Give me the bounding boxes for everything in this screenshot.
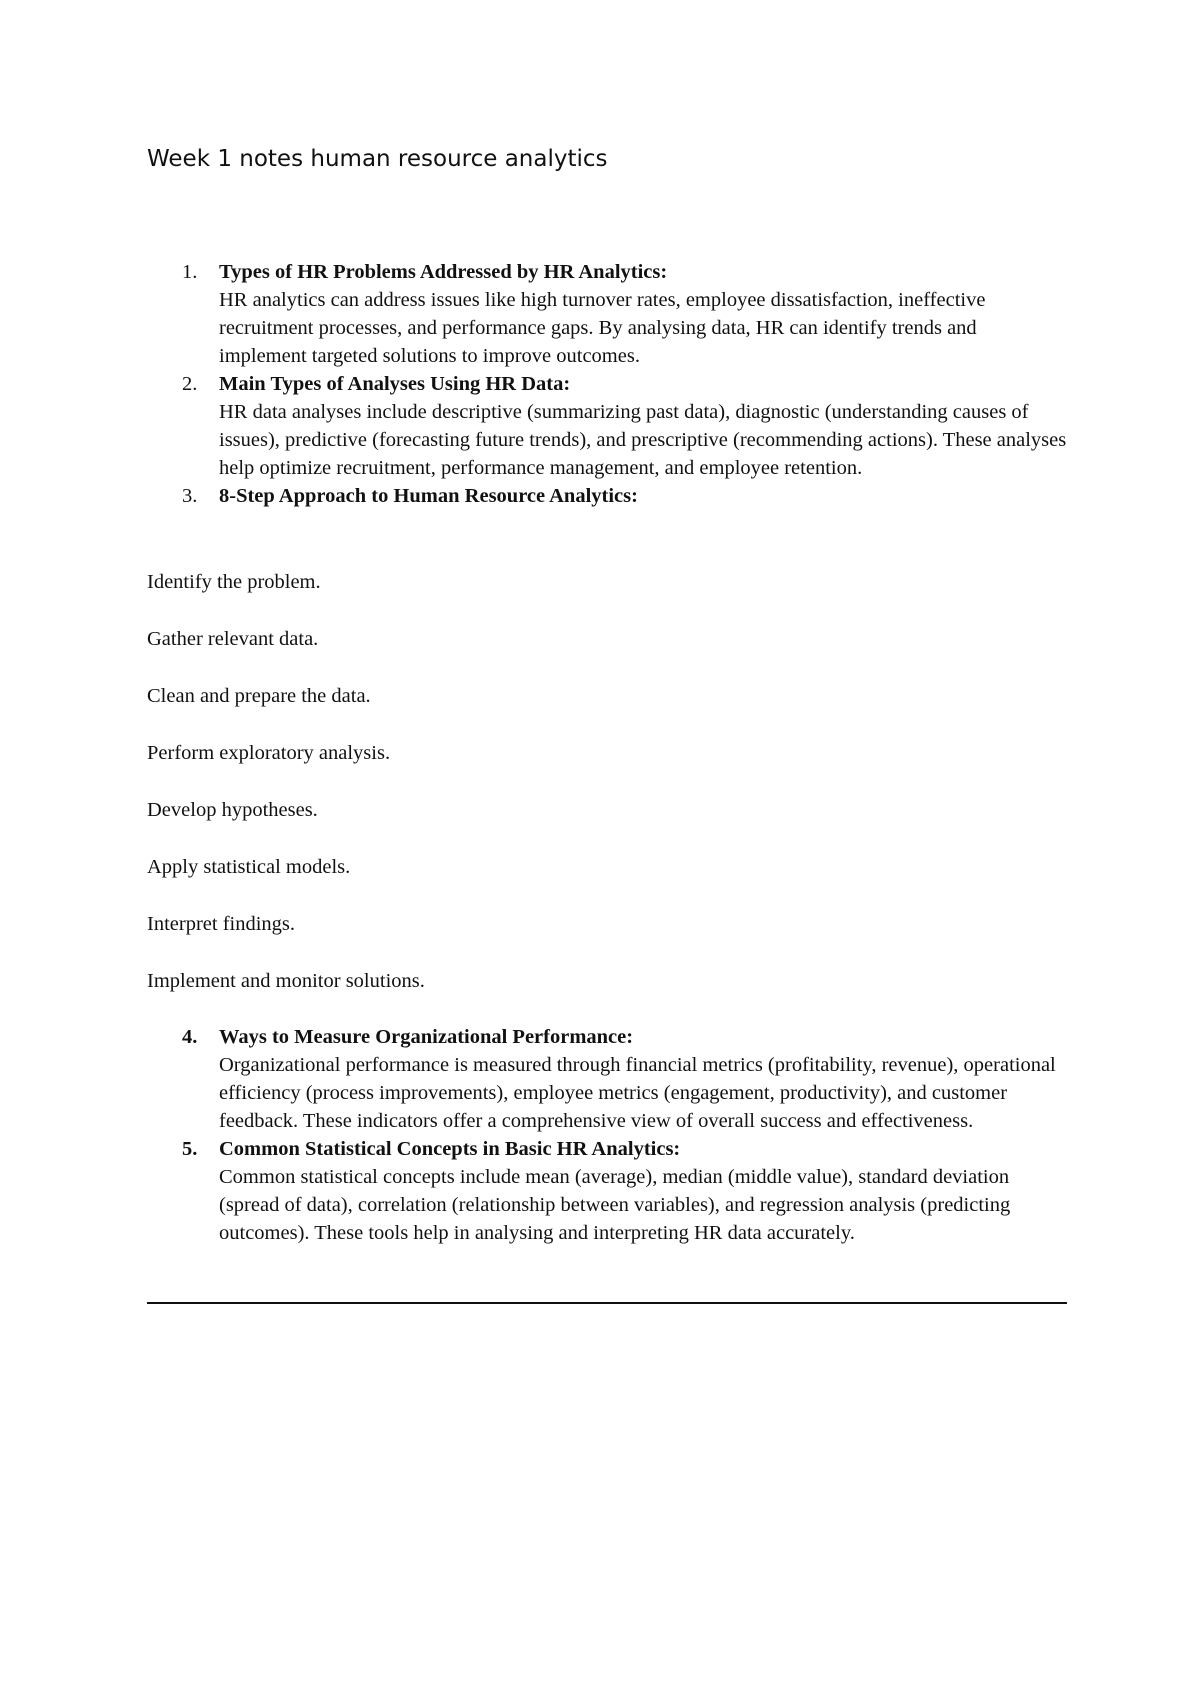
list-item-heading: Types of HR Problems Addressed by HR Analytics: bbox=[219, 261, 668, 283]
list-item-5 bbox=[147, 1135, 1067, 1247]
numbered-list-part-1 bbox=[147, 258, 1067, 510]
list-item-3 bbox=[147, 482, 1067, 510]
step-paragraph: Gather relevant data. bbox=[147, 628, 319, 650]
step-paragraph: Implement and monitor solutions. bbox=[147, 970, 425, 992]
list-item-heading: 8-Step Approach to Human Resource Analytics: bbox=[219, 485, 638, 507]
step-paragraph: Interpret findings. bbox=[147, 913, 296, 935]
list-item-heading: Ways to Measure Organizational Performance: bbox=[219, 1026, 634, 1048]
list-item-heading: Common Statistical Concepts in Basic HR Analytics: bbox=[219, 1138, 681, 1160]
list-item-body: Common statistical concepts include mean (average), median (middle value), standard deviation (spread of data), correlation (relationship between variables), and regression analysis (predicting outcomes). These tools help in analysing and interpreting HR data accurately. bbox=[219, 1166, 1011, 1244]
list-item-number: 5. bbox=[182, 1138, 198, 1160]
step-paragraph: Perform exploratory analysis. bbox=[147, 742, 391, 764]
list-item-body: Organizational performance is measured through financial metrics (profitability, revenue), operational efficiency (process improvements), employee metrics (engagement, productivity), and customer feedback. These indicators offer a comprehensive view of overall success and effectiveness. bbox=[219, 1054, 1056, 1132]
list-item-number: 2. bbox=[182, 373, 198, 395]
list-item-heading: Main Types of Analyses Using HR Data: bbox=[219, 373, 571, 395]
list-item-number: 1. bbox=[182, 261, 198, 283]
list-item-4 bbox=[147, 1023, 1067, 1135]
list-item-number: 3. bbox=[182, 485, 198, 507]
bottom-rule bbox=[147, 1302, 1067, 1304]
list-item-1 bbox=[147, 258, 1067, 370]
numbered-list-part-2 bbox=[147, 1023, 1067, 1247]
list-item-number: 4. bbox=[182, 1026, 198, 1048]
step-paragraph: Identify the problem. bbox=[147, 571, 321, 593]
step-paragraph: Clean and prepare the data. bbox=[147, 685, 371, 707]
step-paragraph: Develop hypotheses. bbox=[147, 799, 318, 821]
list-item-body: HR analytics can address issues like high turnover rates, employee dissatisfaction, ineffective recruitment processes, and performance gaps. By analysing data, HR can identify trends and implement targeted solutions to improve outcomes. bbox=[219, 289, 986, 367]
list-item-2 bbox=[147, 370, 1067, 482]
list-item-body: HR data analyses include descriptive (summarizing past data), diagnostic (understanding causes of issues), predictive (forecasting future trends), and prescriptive (recommending actions). These analyses help optimize recruitment, performance management, and employee retention. bbox=[219, 401, 1067, 479]
step-paragraph: Apply statistical models. bbox=[147, 856, 351, 878]
document-title: Week 1 notes human resource analytics bbox=[147, 146, 608, 172]
